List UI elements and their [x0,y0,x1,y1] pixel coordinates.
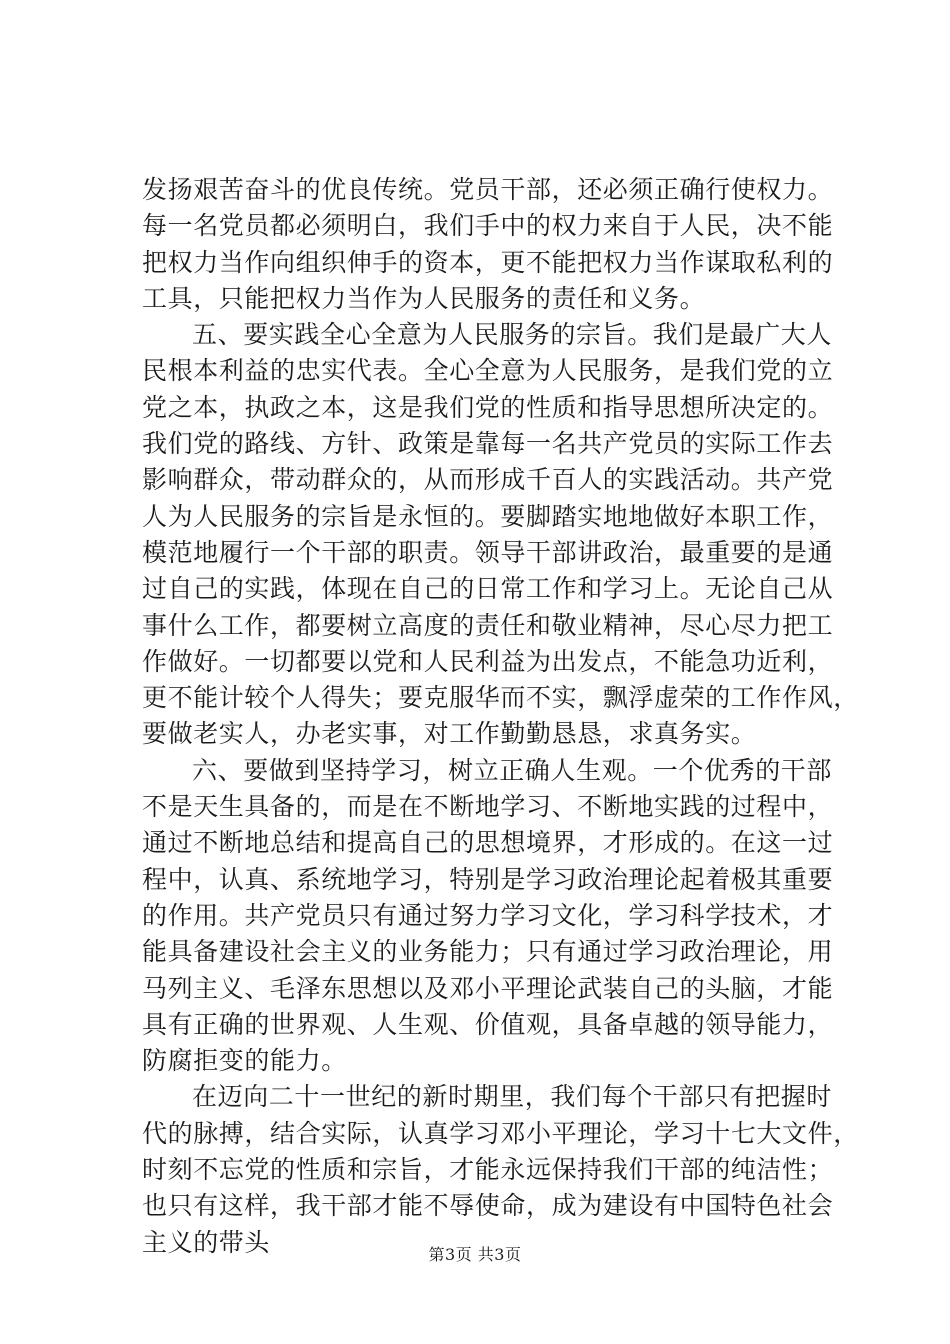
paragraph-start-line: 五、要实践全心全意为人民服务的宗旨。我们是最广大人 [192,320,833,350]
text-line: 程中，认真、系统地学习，特别是学习政治理论起着极其重要 [142,864,834,894]
text-line: 事什么工作，都要树立高度的责任和敬业精神，尽心尽力把工 [142,610,834,640]
text-line: 要做老实人，办老实事，对工作勤勤恳恳，求真务实。 [142,719,757,749]
text-line: 也只有这样，我干部才能不辱使命，成为建设有中国特色社会 [142,1191,834,1221]
text-line: 民根本利益的忠实代表。全心全意为人民服务，是我们党的立 [142,356,834,386]
text-line: 党之本，执政之本，这是我们党的性质和指导思想所决定的。 [142,392,834,422]
text-line: 代的脉搏，结合实际，认真学习邓小平理论，学习十七大文件， [142,1118,859,1148]
text-line: 每一名党员都必须明白，我们手中的权力来自于人民，决不能 [142,211,834,241]
document-body [142,172,859,1261]
text-line: 人为人民服务的宗旨是永恒的。要脚踏实地地做好本职工作， [142,501,834,531]
text-line: 发扬艰苦奋斗的优良传统。党员干部，还必须正确行使权力。 [142,175,834,204]
text-line: 马列主义、毛泽东思想以及邓小平理论武装自己的头脑，才能 [142,973,834,1003]
text-line: 的作用。共产党员只有通过努力学习文化，学习科学技术，才 [142,900,834,930]
text-line: 通过不断地总结和提高自己的思想境界，才形成的。在这一过 [142,828,834,858]
text-line: 更不能计较个人得失；要克服华而不实，飘浮虚荣的工作作风， [142,683,859,713]
text-line: 作做好。一切都要以党和人民利益为出发点，不能急功近利， [142,646,834,676]
text-line: 能具备建设社会主义的业务能力；只有通过学习政治理论，用 [142,937,834,967]
paragraph-start-line: 在迈向二十一世纪的新时期里，我们每个干部只有把握时 [192,1082,833,1112]
text-line: 我们党的路线、方针、政策是靠每一名共产党员的实际工作去 [142,429,834,459]
paragraph-start-line: 六、要做到坚持学习，树立正确人生观。一个优秀的干部 [192,755,833,785]
text-line: 影响群众，带动群众的，从而形成千百人的实践活动。共产党 [142,465,834,495]
text-line: 不是天生具备的，而是在不断地学习、不断地实践的过程中， [142,792,834,822]
text-line: 把权力当作向组织伸手的资本，更不能把权力当作谋取私利的 [142,247,834,277]
text-line: 过自己的实践，体现在自己的日常工作和学习上。无论自己从 [142,574,834,604]
text-line: 时刻不忘党的性质和宗旨，才能永远保持我们干部的纯洁性； [142,1155,834,1185]
text-line: 主义的带头 [142,1227,271,1257]
text-line: 模范地履行一个干部的职责。领导干部讲政治，最重要的是通 [142,537,834,567]
text-line: 具有正确的世界观、人生观、价值观，具备卓越的领导能力， [142,1009,834,1039]
text-line: 防腐拒变的能力。 [142,1046,347,1076]
page-number-footer: 第3页 共3页 [428,1245,522,1264]
text-line: 工具，只能把权力当作为人民服务的责任和义务。 [142,283,706,313]
